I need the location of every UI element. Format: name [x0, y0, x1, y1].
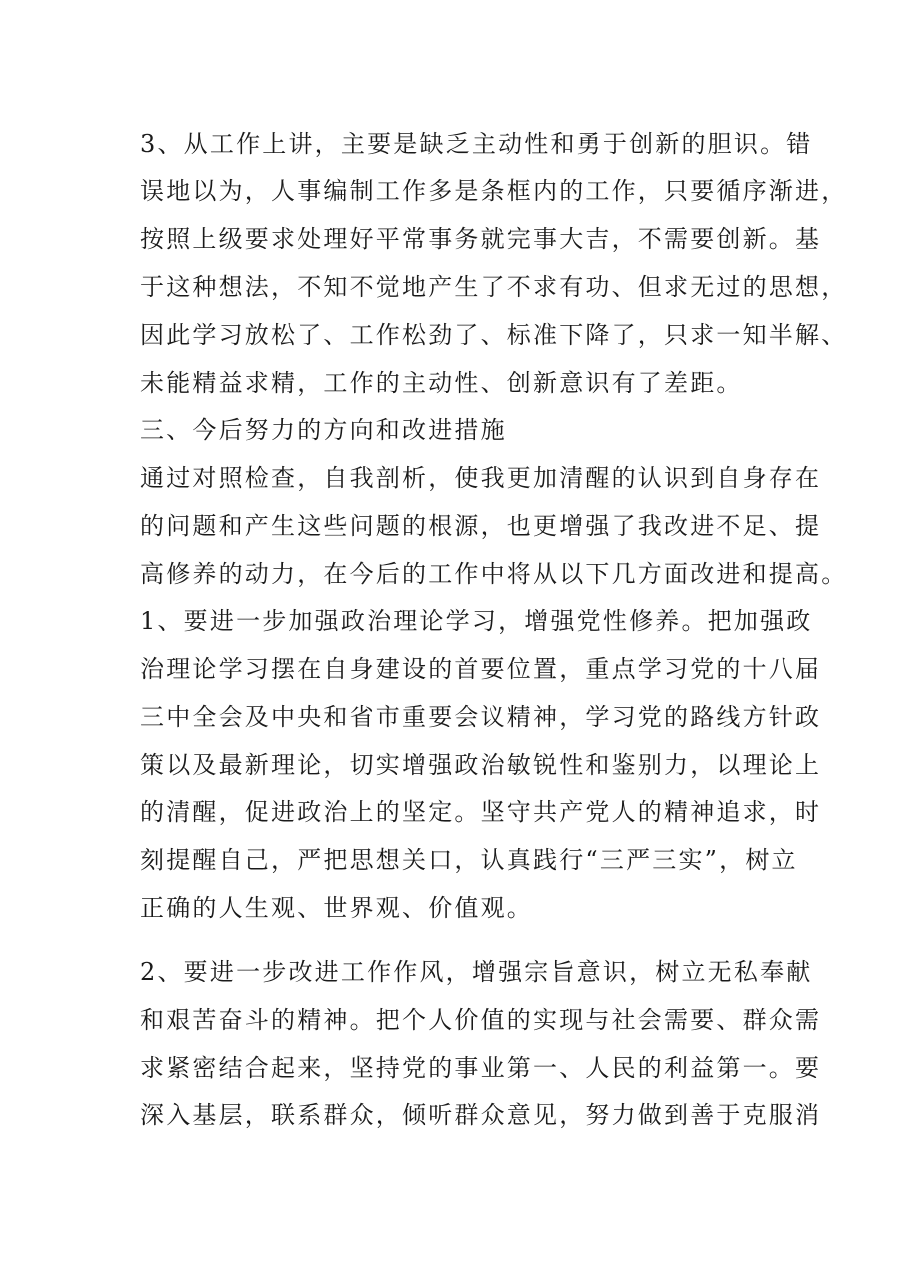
text-line: 因此学习放松了、工作松劲了、标准下降了，只求一知半解、	[140, 321, 848, 349]
text-line: 通过对照检查，自我剖析，使我更加清醒的认识到自身存在	[140, 464, 822, 492]
text-line: 误地以为，人事编制工作多是条框内的工作，只要循序渐进，	[140, 177, 848, 205]
text-line: 按照上级要求处理好平常事务就完事大吉，不需要创新。基	[140, 225, 822, 253]
text-line: 三中全会及中央和省市重要会议精神，学习党的路线方针政	[140, 703, 822, 731]
text-line: 策以及最新理论，切实增强政治敏锐性和鉴别力，以理论上	[140, 751, 822, 779]
text-line: 1、要进一步加强政治理论学习，增强党性修养。把加强政	[140, 607, 813, 635]
section-heading: 三、今后努力的方向和改进措施	[140, 416, 507, 444]
text-line: 未能精益求精，工作的主动性、创新意识有了差距。	[140, 369, 743, 397]
text-line: 治理论学习摆在自身建设的首要位置，重点学习党的十八届	[140, 655, 822, 683]
text-line: 2、要进一步改进工作作风，增强宗旨意识，树立无私奉献	[140, 958, 813, 986]
text-line: 的问题和产生这些问题的根源，也更增强了我改进不足、提	[140, 512, 822, 540]
text-line: 高修养的动力，在今后的工作中将从以下几方面改进和提高。	[140, 560, 848, 588]
text-line: 的清醒，促进政治上的坚定。坚守共产党人的精神追求，时	[140, 798, 822, 826]
text-line: 刻提醒自己，严把思想关口，认真践行“三严三实”，树立	[140, 846, 798, 874]
text-line: 正确的人生观、世界观、价值观。	[140, 894, 533, 922]
text-line: 3、从工作上讲，主要是缺乏主动性和勇于创新的胆识。错	[140, 130, 813, 158]
text-line: 深入基层，联系群众，倾听群众意见，努力做到善于克服消	[140, 1101, 822, 1129]
text-line: 求紧密结合起来，坚持党的事业第一、人民的利益第一。要	[140, 1054, 822, 1082]
text-line: 于这种想法，不知不觉地产生了不求有功、但求无过的思想，	[140, 273, 848, 301]
text-line: 和艰苦奋斗的精神。把个人价值的实现与社会需要、群众需	[140, 1006, 822, 1034]
